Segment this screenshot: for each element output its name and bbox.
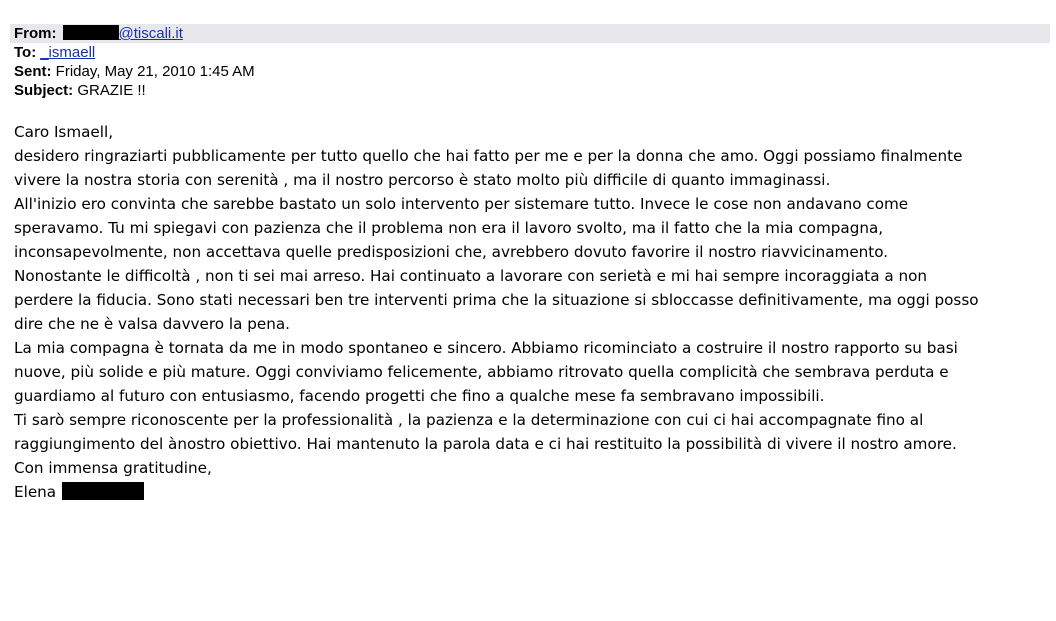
signature-name: Elena — [14, 483, 57, 501]
redacted-surname-block — [62, 482, 144, 500]
subject-row — [14, 81, 146, 100]
message-line: speravamo. Tu mi spiegavi con pazienza che il problema non era il lavoro svolto, ma il fatto che la mia compagna, — [14, 219, 884, 237]
message-line: Nonostante le difficoltà , non ti sei mai arreso. Hai continuato a lavorare con serietà e mi hai sempre incoraggiata a non — [14, 267, 928, 285]
message-line: perdere la fiducia. Sono stati necessari ben tre interventi prima che la situazione si sbloccasse definitivamente, ma oggi posso — [14, 291, 979, 309]
message-line: Caro Ismaell, — [14, 123, 114, 141]
message-line: nuove, più solide e più mature. Oggi conviviamo felicemente, abbiamo ritrovato quella complicità che sembrava perduta e — [14, 363, 949, 381]
to-recipient-link[interactable]: _ismaell — [40, 44, 96, 61]
message-line: desidero ringraziarti pubblicamente per tutto quello che hai fatto per me e per la donna che amo. Oggi possiamo finalmente — [14, 147, 963, 165]
message-line: Ti sarò sempre riconoscente per la professionalità , la pazienza e la determinazione con cui ci hai accompagnate fino al — [14, 411, 924, 429]
message-line: guardiamo al futuro con entusiasmo, facendo progetti che fino a qualche mese fa sembravano impossibili. — [14, 387, 825, 405]
to-row — [14, 43, 95, 62]
signature-line — [14, 480, 1044, 504]
message-line: Con immensa gratitudine, — [14, 459, 212, 477]
to-label: To: — [14, 44, 37, 61]
message-line: raggiungimento del ànostro obiettivo. Hai mantenuto la parola data e ci hai restituito la possibilità di vivere il nostro amore. — [14, 435, 957, 453]
subject-value: GRAZIE !! — [77, 82, 146, 99]
subject-label: Subject: — [14, 82, 74, 99]
message-line: All'inizio ero convinta che sarebbe bastato un solo intervento per sistemare tutto. Invece le cose non andavano come — [14, 195, 909, 213]
sent-date: Friday, May 21, 2010 1:45 AM — [55, 63, 255, 80]
message-line: dire che ne è valsa davvero la pena. — [14, 315, 291, 333]
message-line: inconsapevolmente, non accettava quelle predisposizioni che, avrebbero dovuto favorire il nostro riavvicinamento. — [14, 243, 889, 261]
message-line: vivere la nostra storia con serenità , ma il nostro percorso è stato molto più difficile di quanto immaginassi. — [14, 171, 831, 189]
message-body — [14, 120, 1044, 504]
redacted-sender-block — [63, 25, 119, 40]
from-label: From: — [14, 25, 57, 42]
from-row — [14, 24, 183, 43]
sent-label: Sent: — [14, 63, 52, 80]
from-domain-link[interactable]: @tiscali.it — [118, 25, 183, 42]
message-line: La mia compagna è tornata da me in modo spontaneo e sincero. Abbiamo ricominciato a costruire il nostro rapporto su basi — [14, 339, 958, 357]
sent-row — [14, 62, 255, 81]
